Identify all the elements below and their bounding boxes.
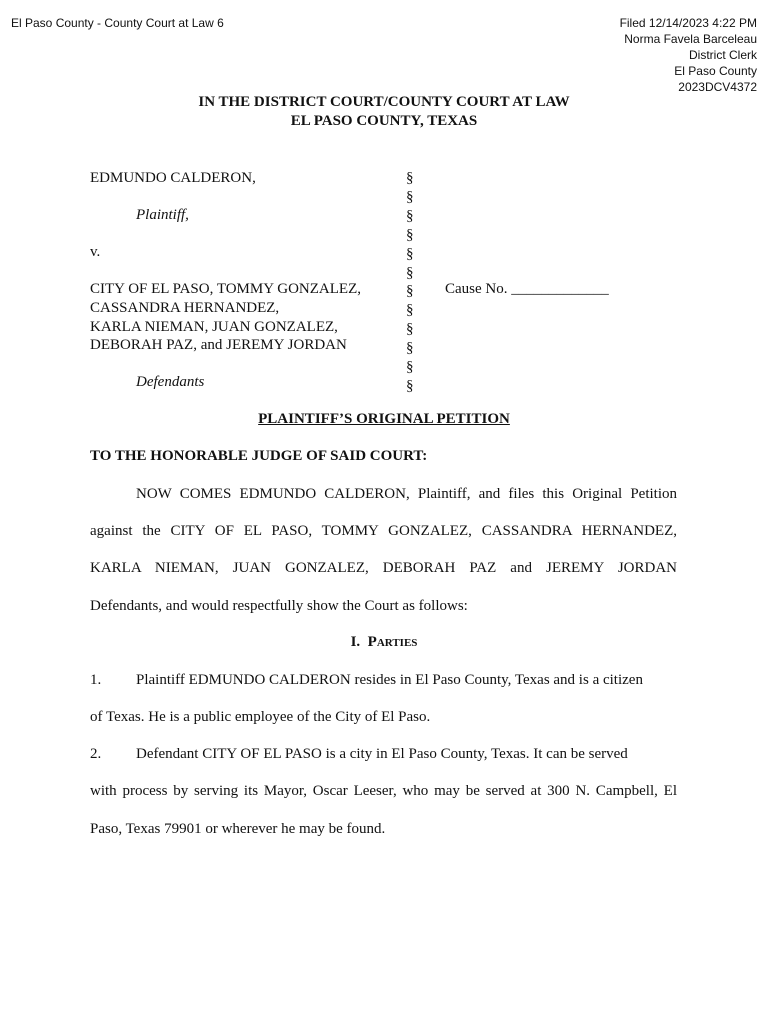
section-symbol: § (406, 226, 414, 243)
plaintiff-name: EDMUNDO CALDERON, (90, 170, 256, 186)
section-symbol: § (406, 245, 414, 262)
section-symbol: § (406, 188, 414, 205)
section-number: I. (350, 634, 361, 650)
intro-line: against the CITY OF EL PASO, TOMMY GONZALEZ, CASSANDRA HERNANDEZ, (90, 523, 677, 539)
clerk-title: District Clerk (689, 48, 757, 62)
defendant-line: KARLA NIEMAN, JUAN GONZALEZ, (90, 319, 338, 335)
paragraph-line: of Texas. He is a public employee of the City of El Paso. (90, 709, 431, 725)
clerk-name: Norma Favela Barceleau (624, 32, 757, 46)
section-symbol: § (406, 340, 414, 357)
filing-stamp (620, 15, 757, 95)
defendant-line: CASSANDRA HERNANDEZ, (90, 300, 280, 316)
defendant-line: CITY OF EL PASO, TOMMY GONZALEZ, (90, 281, 361, 297)
paragraph-line: Plaintiff EDMUNDO CALDERON resides in El Paso County, Texas and is a citizen (136, 672, 643, 688)
intro-line: Defendants, and would respectfully show the Court as follows: (90, 598, 468, 614)
filed-date: Filed 12/14/2023 4:22 PM (619, 16, 757, 30)
paragraph-number: 2. (90, 746, 102, 762)
paragraph-line: Defendant CITY OF EL PASO is a city in El Paso County, Texas. It can be served (136, 746, 628, 762)
versus: v. (90, 244, 101, 260)
defendant-role: Defendants (136, 374, 205, 390)
cause-number: Cause No. _____________ (445, 281, 609, 297)
section-symbol: § (406, 283, 414, 300)
document-title (0, 410, 768, 428)
intro-line: KARLA NIEMAN, JUAN GONZALEZ, DEBORAH PAZ and JEREMY JORDAN (90, 560, 677, 576)
section-symbol: § (406, 207, 414, 224)
section-symbol: § (406, 321, 414, 338)
paragraph-line: with process by serving its Mayor, Oscar Leeser, who may be served at 300 N. Campbell, El (90, 783, 677, 799)
court-county: EL PASO COUNTY, TEXAS (290, 113, 478, 129)
plaintiff-role: Plaintiff, (136, 207, 189, 223)
section-symbol: § (406, 264, 414, 281)
section-title: Parties (367, 634, 418, 650)
paragraph-number: 1. (90, 672, 102, 688)
clerk-county: El Paso County (674, 64, 757, 78)
case-number: 2023DCV4372 (678, 80, 757, 94)
section-symbol: § (406, 302, 414, 319)
intro-line: NOW COMES EDMUNDO CALDERON, Plaintiff, and files this Original Petition (136, 486, 677, 502)
section-symbol: § (406, 377, 414, 394)
section-heading (0, 633, 768, 651)
salutation: TO THE HONORABLE JUDGE OF SAID COURT: (90, 448, 428, 464)
court-header-label: El Paso County - County Court at Law 6 (11, 16, 224, 30)
document-title-text: PLAINTIFF’S ORIGINAL PETITION (258, 411, 510, 427)
paragraph-line: Paso, Texas 79901 or wherever he may be found. (90, 821, 386, 837)
section-symbol: § (406, 170, 414, 186)
defendant-line: DEBORAH PAZ, and JEREMY JORDAN (90, 337, 347, 353)
section-symbol-column (406, 169, 414, 396)
court-name: IN THE DISTRICT COURT/COUNTY COURT AT LAW (198, 94, 570, 110)
section-symbol: § (406, 359, 414, 376)
